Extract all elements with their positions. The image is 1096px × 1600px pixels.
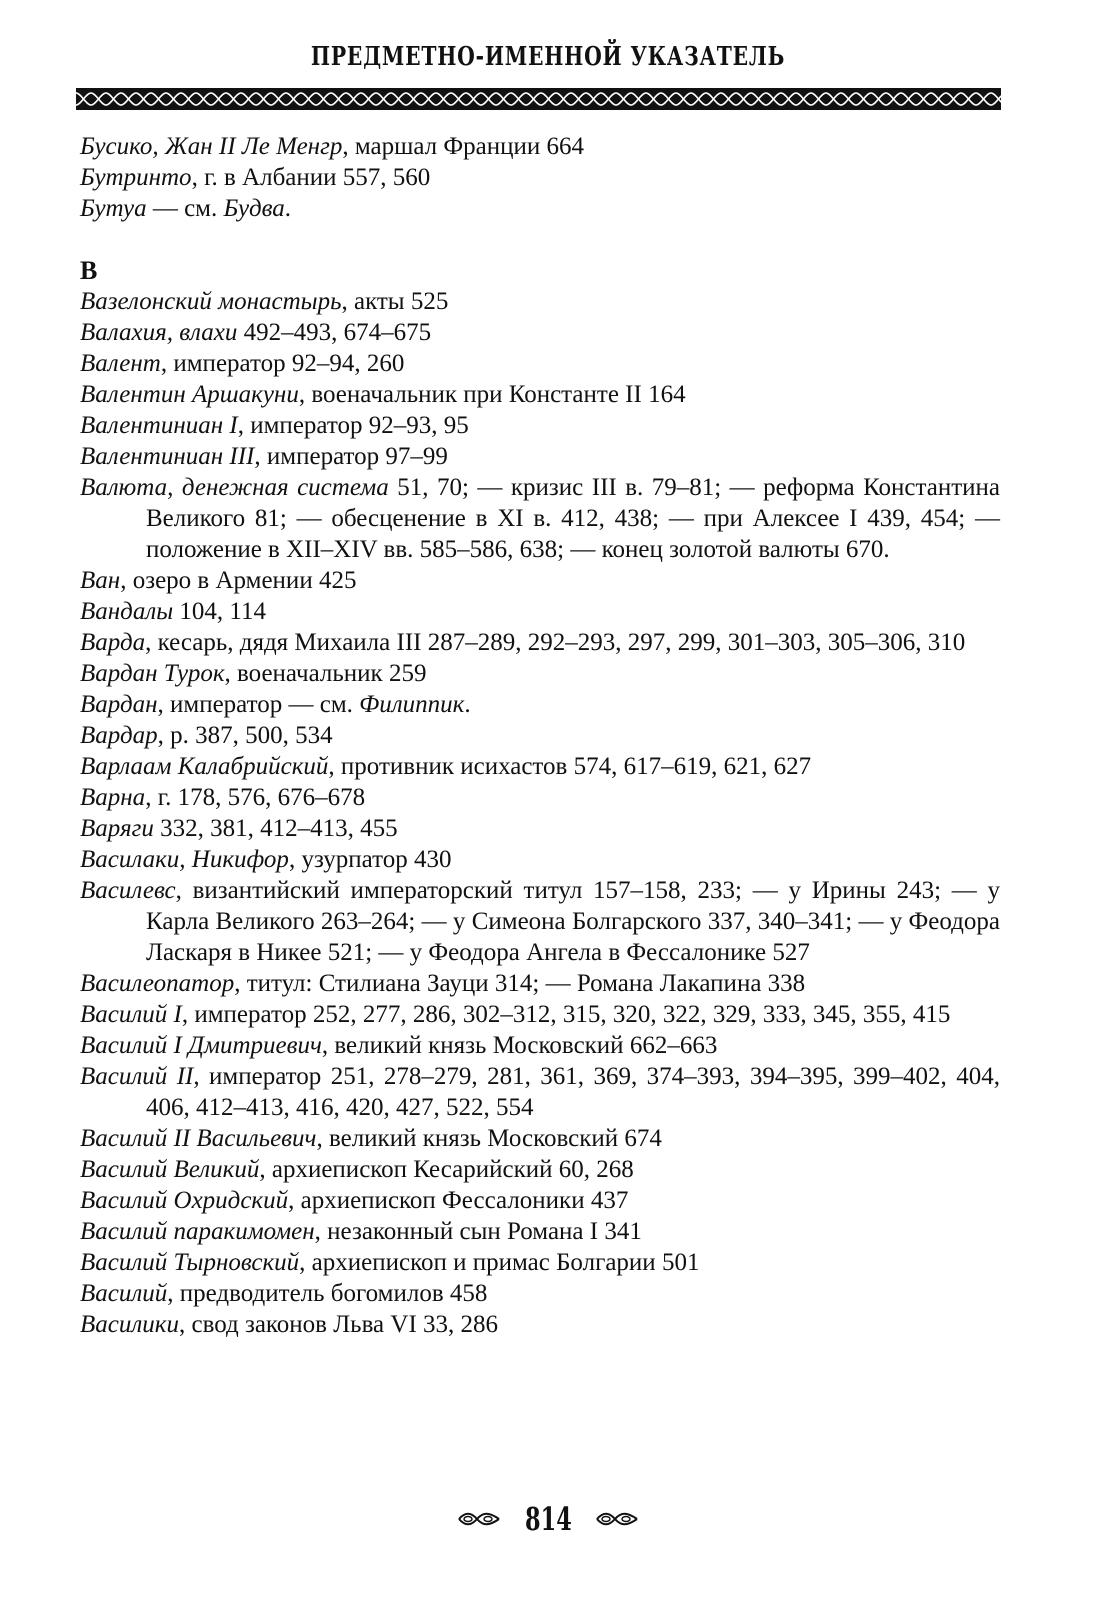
index-entry: [80, 441, 1000, 472]
index-entry: [80, 286, 1000, 317]
index-entry: [80, 162, 1000, 193]
entry-text: , император 92–94, 260: [160, 350, 405, 377]
entry-term: Валахия, влахи: [80, 319, 238, 346]
entry-term: Варлаам Калабрийский: [80, 753, 329, 780]
entry-term: Василий паракимомен: [80, 1218, 315, 1245]
index-entries: [80, 131, 1000, 1340]
index-entry: [80, 1185, 1000, 1216]
entry-term: Василевс: [80, 877, 176, 904]
ornament-band-graphic: [76, 88, 1001, 110]
header-ornament-band: [76, 88, 1001, 110]
entry-text: , византийский императорский титул 157–158, 233; — у Ирины 243; — у Карла Великого 263–264; — у Симеона Болгарского 337, 340–341; — у Феодора Ласкаря в Никее 521; — у Феодора Ангела в Фессалонике 527: [146, 877, 1000, 966]
entry-term: Вазелонский монастырь: [80, 288, 342, 315]
entry-text: , акты 525: [341, 288, 449, 315]
entry-text: , военачальник 259: [224, 660, 427, 687]
entry-term: Варда: [80, 629, 146, 656]
entry-text: 51, 70; — кризис III в. 79–81; — реформа Константина Великого 81; — обесценение в XI в. 412, 438; — при Алексее I 439, 454; — положение в XII–XIV вв. 585–586, 638; — конец золотой валюты 670.: [146, 474, 1001, 563]
index-entry: [80, 472, 1000, 565]
page-header: [0, 42, 1096, 72]
entry-text: , великий князь Московский 662–663: [321, 1032, 718, 1059]
entry-cross-reference: Филиппик: [359, 691, 465, 718]
index-entry: [80, 1216, 1000, 1247]
entry-text: , предводитель богомилов 458: [167, 1280, 488, 1307]
entry-term: Бусико, Жан II Ле Менгр: [80, 133, 343, 160]
entry-text: , император 92–93, 95: [237, 412, 469, 439]
entry-text: , г. в Албании 557, 560: [191, 164, 431, 191]
entry-text: , кесарь, дядя Михаила III 287–289, 292–293, 297, 299, 301–303, 305–306, 310: [145, 629, 966, 656]
index-entry: [80, 131, 1000, 162]
index-entry: [80, 1030, 1000, 1061]
entry-text: , император 252, 277, 286, 302–312, 315, 320, 322, 329, 333, 345, 355, 415: [181, 1001, 951, 1028]
index-entry: [80, 348, 1000, 379]
folio: [457, 1500, 640, 1538]
entry-term: Вандалы: [80, 598, 174, 625]
index-entry: [80, 1123, 1000, 1154]
index-entry: [80, 565, 1000, 596]
index-entry: [80, 875, 1000, 968]
entry-text: , незаконный сын Романа I 341: [314, 1218, 642, 1245]
index-entry: [80, 720, 1000, 751]
entry-text: 332, 381, 412–413, 455: [153, 815, 398, 842]
index-entry: [80, 968, 1000, 999]
entry-term: Валентин Аршакуни: [80, 381, 299, 408]
entry-term: Вардар: [80, 722, 158, 749]
entry-text: , титул: Стилиана Зауци 314; — Романа Лакапина 338: [234, 970, 806, 997]
section-letter-heading: В: [80, 256, 98, 285]
entry-text: 104, 114: [173, 598, 266, 625]
index-entry: [80, 317, 1000, 348]
entry-term: Бутуа: [80, 195, 147, 222]
page-footer: [0, 1500, 1096, 1540]
entry-text: , император 251, 278–279, 281, 361, 369, 374–393, 394–395, 399–402, 404, 406, 412–413, 416, 420, 427, 522, 554: [146, 1063, 1000, 1121]
index-entry: [80, 627, 1000, 658]
entry-term: Валентиниан III: [80, 443, 255, 470]
index-entry: [80, 1154, 1000, 1185]
entry-term: Вардан: [80, 691, 158, 718]
entry-text: , узурпатор 430: [288, 846, 452, 873]
index-entry: [80, 1309, 1000, 1340]
index-entry: [80, 1061, 1000, 1123]
entry-term: Варна: [80, 784, 146, 811]
entry-text: , маршал Франции 664: [342, 133, 584, 160]
entry-term: Василики: [80, 1311, 179, 1338]
entry-text: , архиепископ и примас Болгарии 501: [299, 1249, 700, 1276]
entry-text: , великий князь Московский 674: [316, 1125, 662, 1152]
folio-ornament-left-icon: [457, 1511, 501, 1527]
index-entry: [80, 751, 1000, 782]
entry-text: , р. 387, 500, 534: [157, 722, 333, 749]
entry-text: , г. 178, 576, 676–678: [145, 784, 366, 811]
entry-text: , архиепископ Фессалоники 437: [288, 1187, 629, 1214]
index-entry: [80, 379, 1000, 410]
entry-term: Василий I: [80, 1001, 182, 1028]
entry-term: Василий II Васильевич: [80, 1125, 317, 1152]
index-entry: [80, 1278, 1000, 1309]
entry-text: 492–493, 674–675: [237, 319, 432, 346]
index-entry: [80, 410, 1000, 441]
entry-term: Варяги: [80, 815, 154, 842]
entry-term: Василий Великий: [80, 1156, 260, 1183]
entry-term: Валюта, денежная система: [80, 474, 389, 501]
entry-term: Василий Охридский: [80, 1187, 289, 1214]
index-entry: [80, 658, 1000, 689]
entry-term: Василаки, Никифор: [80, 846, 289, 873]
running-title: ПРЕДМЕТНО-ИМЕННОЙ УКАЗАТЕЛЬ: [310, 42, 786, 72]
entry-term: Валентиниан I: [80, 412, 238, 439]
index-entry: [80, 1247, 1000, 1278]
entry-text: , противник исихастов 574, 617–619, 621, 627: [328, 753, 812, 780]
entry-term: Ван: [80, 567, 121, 594]
entry-term: Василеопатор: [80, 970, 235, 997]
entry-term: Валент: [80, 350, 161, 377]
entry-term: Василий I Дмитриевич: [80, 1032, 322, 1059]
entry-text: , император — см.: [157, 691, 360, 718]
index-entry: [80, 782, 1000, 813]
index-entry: [80, 596, 1000, 627]
entry-term: Вардан Турок: [80, 660, 225, 687]
entry-text: — см.: [146, 195, 224, 222]
entry-term: Василий II: [80, 1063, 194, 1090]
entry-text: , военачальник при Константе II 164: [298, 381, 686, 408]
entry-cross-reference: Будва: [223, 195, 285, 222]
entry-text: , свод законов Льва VI 33, 286: [178, 1311, 499, 1338]
entry-text: , озеро в Армении 425: [120, 567, 357, 594]
entry-text: , архиепископ Кесарийский 60, 268: [259, 1156, 634, 1183]
folio-ornament-right-icon: [595, 1511, 639, 1527]
entry-term: Бутринто: [80, 164, 192, 191]
index-entry: [80, 999, 1000, 1030]
entry-term: Василий: [80, 1280, 168, 1307]
entry-tail: .: [284, 195, 292, 222]
index-entry: [80, 813, 1000, 844]
page-number: 814: [524, 1500, 572, 1538]
index-entry: [80, 844, 1000, 875]
index-entry: [80, 193, 1000, 224]
entry-text: , император 97–99: [254, 443, 448, 470]
index-entry: [80, 689, 1000, 720]
entry-tail: .: [464, 691, 471, 718]
entry-term: Василий Тырновский: [80, 1249, 300, 1276]
